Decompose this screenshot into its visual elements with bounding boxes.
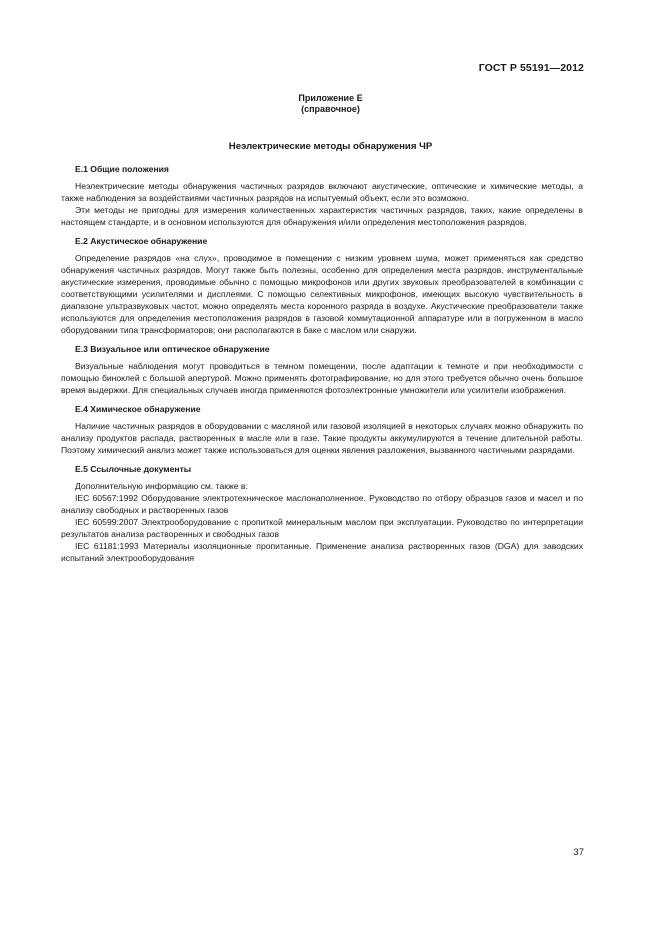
paragraph: Эти методы не пригодны для измерения количественных характеристик частичных разрядов, таких, какие определены в настоящем стандарте, и в основном используются для обнаружения и/или определения местоположения разрядов.: [61, 205, 583, 227]
appendix-title: Приложение Е: [298, 93, 363, 103]
section-heading: Е.2 Акустическое обнаружение: [75, 236, 208, 246]
paragraph: Наличие частичных разрядов в оборудовании с масляной или газовой изоляцией в некоторых случаях можно обнаружить по анализу продуктов распада, растворенных в масле или в газе. Такие продукты аккумулируются в течение длительной работы. Поэтому химический анализ может также использоваться для оценки явления разложения, вызванного частичными разрядами.: [61, 421, 583, 455]
main-title: Неэлектрические методы обнаружения ЧР: [228, 141, 433, 152]
section-heading: Е.3 Визуальное или оптическое обнаружение: [75, 344, 270, 354]
reference-item: IEC 61181:1993 Материалы изоляционные пропитанные. Применение анализа растворенных газов (DGA) для заводских испытаний электрооборудования: [61, 541, 583, 563]
document-body: [61, 163, 583, 564]
reference-item: IEC 60599:2007 Электрооборудование с пропиткой минеральным маслом при эксплуатации. Руководство по интерпретации результатов анализа растворенных и свободных газов: [61, 517, 583, 539]
section-heading: Е.4 Химическое обнаружение: [75, 404, 201, 414]
paragraph: Определение разрядов «на слух», проводимое в помещении с низким уровнем шума, может применяться как средство обнаружения частичных разрядов. Могут также быть полезны, особенно для определения места разрядов, инструментальные акустические измерения, проводимые обычно с помощью микрофонов или других звуковых преобразователей в комбинации с соответствующими усилителями и дисплеями. С помощью селективных микрофонов, имеющих высокую чувствительность в диапазоне ультразвуковых частот, можно определять места коронного разряда в воздухе. Акустические преобразователи также используются для определения местоположения разрядов в газовой коммутационной аппаратуре или в погруженном в масло оборудовании типа трансформаторов; они располагаются в баке с маслом или снаружи.: [61, 253, 583, 335]
paragraph: Дополнительную информацию см. также в:: [75, 481, 248, 491]
section-heading: Е.1 Общие положения: [75, 164, 169, 174]
paragraph: Визуальные наблюдения могут проводиться в темном помещении, после адаптации к темноте и при необходимости с помощью биноклей с большой апертурой. Можно применять фотографирование, но для этого требуется обычно очень большое время выдержки. Для специальных случаев иногда применяются фотоэлектронные умножители или усилители изображения.: [61, 361, 583, 395]
reference-item: IEC 60567:1992 Оборудование электротехническое маслонаполненное. Руководство по отбору образцов газов и масел и по анализу свободных и растворенных газов: [61, 493, 583, 515]
standard-code: ГОСТ Р 55191—2012: [478, 62, 584, 74]
section-heading: Е.5 Ссылочные документы: [75, 464, 192, 474]
paragraph: Неэлектрические методы обнаружения частичных разрядов включают акустические, оптические и химические методы, а также наблюдения за воздействиями частичных разрядов на испытуемый объект, если это возможно.: [61, 181, 583, 203]
appendix-note: (справочное): [301, 104, 360, 114]
page-number: 37: [573, 847, 584, 858]
